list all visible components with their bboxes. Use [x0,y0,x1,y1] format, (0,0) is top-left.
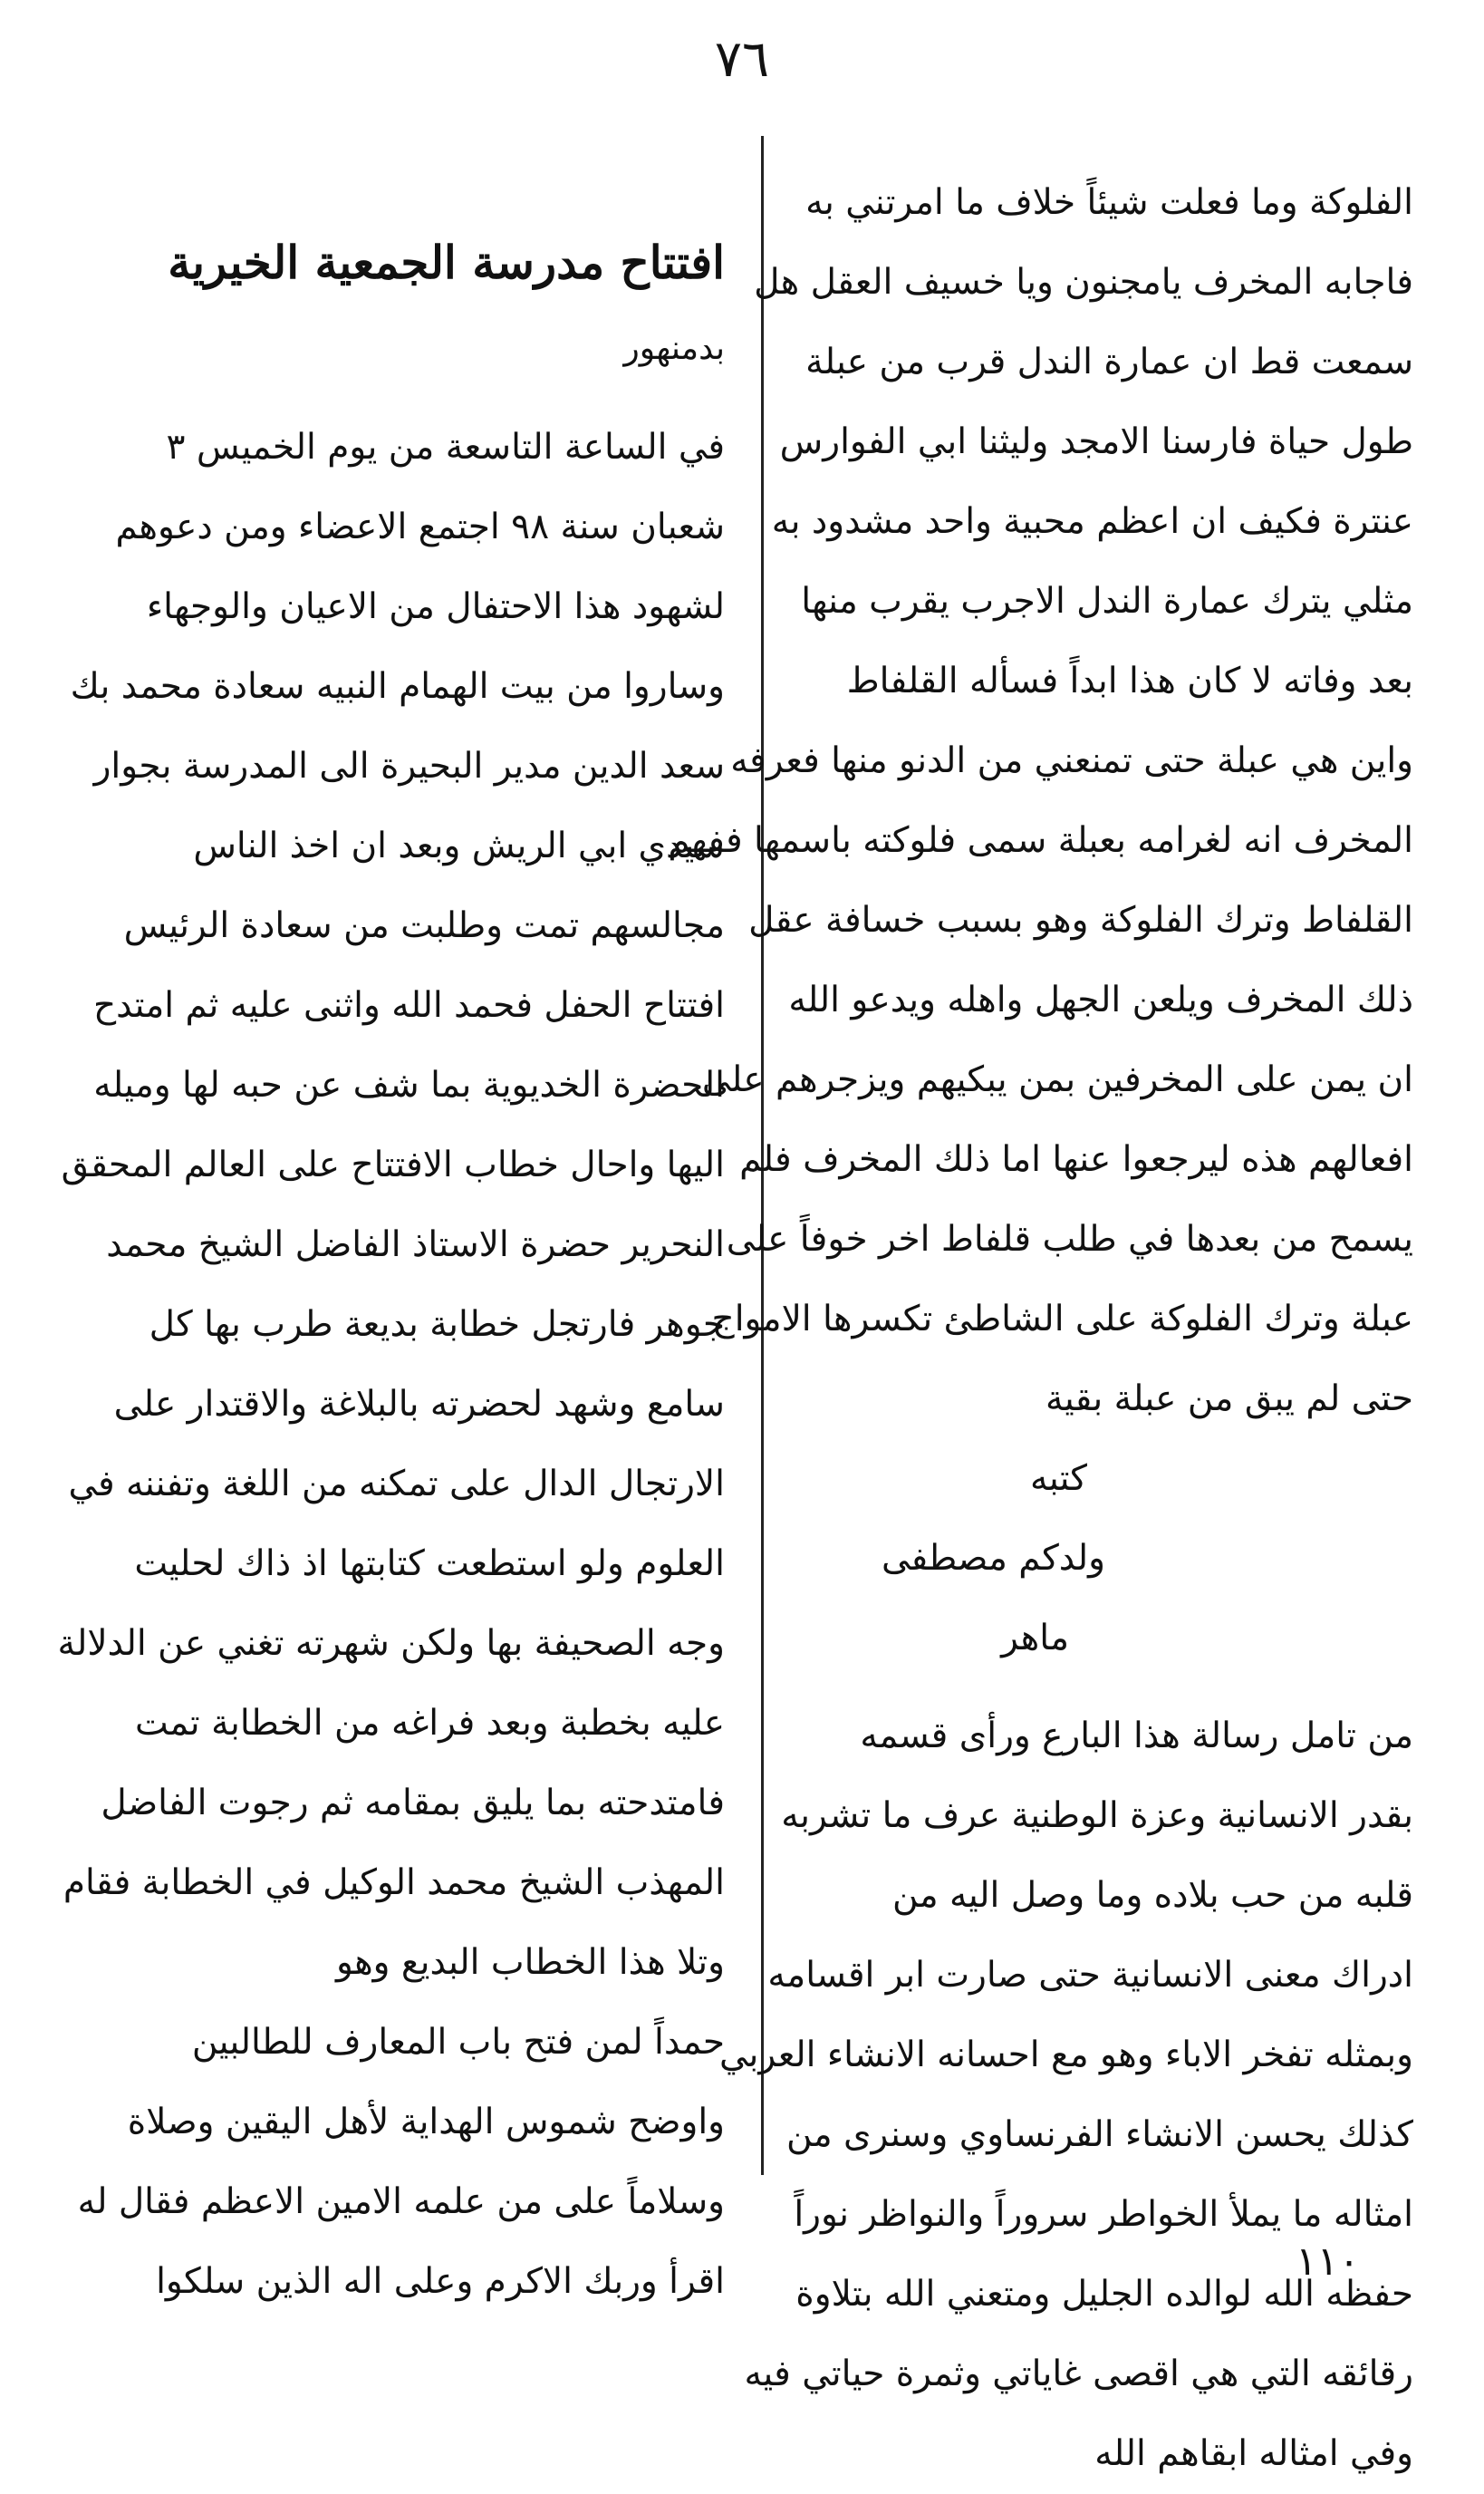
section-break [779,1678,1413,1696]
text-line: سعد الدين مدير البحيرة الى المدرسة بجوار [93,746,725,787]
right-column-text-2 [719,1696,1413,2494]
left-column-text [57,408,725,2322]
text-line: قلبه من حب بلاده وما وصل اليه من [892,1875,1413,1916]
page-number: ٧٦ [714,30,770,89]
text-line: سمعت قط ان عمارة الندل قرب من عبلة [805,342,1413,382]
text-line: اليها واحال خطاب الافتتاح على العالم المحقق [61,1145,725,1185]
text-line: مثلي يترك عمارة الندل الاجرب يقرب منها [801,581,1413,622]
text-line: واين هي عبلة حتى تمنعني من الدنو منها فعرفه [730,740,1413,781]
article-heading: افتتاح مدرسة الجمعية الخيرية [168,236,725,289]
signature-line: ماهر [1001,1618,1069,1658]
text-line: امثاله ما يملأ الخواطر سروراً والنواظر نوراً [794,2194,1413,2235]
text-line: رقائقه التي هي اقصى غاياتي وثمرة حياتي فيه [744,2354,1413,2394]
signature-line: كتبه [1029,1458,1087,1499]
text-line: عليه بخطبة وبعد فراغه من الخطابة تمت [134,1703,725,1744]
text-line: وساروا من بيت الهمام النبيه سعادة محمد بك [70,666,725,707]
text-line: عبلة وترك الفلوكة على الشاطئ تكسرها الامواج [711,1299,1413,1339]
text-line: فامتدحته بما يليق بمقامه ثم رجوت الفاضل [101,1783,725,1823]
text-line: لشهود هذا الاحتفال من الاعيان والوجهاء [146,586,725,627]
text-line: افتتاح الحفل فحمد الله واثنى عليه ثم امتدح [93,985,725,1026]
text-line: سيدي ابي الريش وبعد ان اخذ الناس [193,826,725,866]
text-line: وتلا هذا الخطاب البديع وهو [335,1942,725,1983]
left-column [57,163,725,2322]
text-line: حتى لم يبق من عبلة بقية [1045,1378,1413,1419]
text-line: مجالسهم تمت وطلبت من سعادة الرئيس [123,905,725,946]
text-line: وسلاماً على من علمه الامين الاعظم فقال له [77,2181,725,2222]
text-line: وفي امثاله ابقاهم الله [1094,2433,1413,2474]
text-line: ادراك معنى الانسانية حتى صارت ابر اقسامه [767,1955,1413,1996]
text-line: وجه الصحيفة بها ولكن شهرته تغني عن الدلالة [57,1623,725,1664]
text-line: ذلك المخرف ويلعن الجهل واهله ويدعو الله [788,980,1413,1020]
text-line: جوهر فارتجل خطابة بديعة طرب بها كل [149,1304,725,1345]
text-line: شعبان سنة ٩٨ اجتمع الاعضاء ومن دعوهم [115,507,725,547]
footer-page-number: ١١٠ [1296,2238,1360,2285]
text-line: ان يمن على المخرفين بمن يبكيهم ويزجرهم على [701,1059,1413,1100]
signature-block [779,1439,1413,1678]
text-line: بقدر الانسانية وعزة الوطنية عرف ما تشربه [781,1795,1413,1836]
text-line: الحضرة الخديوية بما شف عن حبه لها وميله [93,1065,725,1106]
text-line: اقرأ وربك الاكرم وعلى اله الذين سلكوا [156,2261,725,2302]
text-line: الفلوكة وما فعلت شيئاً خلاف ما امرتني به [805,182,1413,223]
text-line: حمداً لمن فتح باب المعارف للطالبين [191,2022,725,2063]
text-line: حفظه الله لوالده الجليل ومتعني الله بتلاوة [795,2274,1413,2315]
text-line: طول حياة فارسنا الامجد وليثنا ابي الفوارس [779,421,1413,462]
text-line: النحرير حضرة الاستاذ الفاضل الشيخ محمد [106,1224,725,1265]
text-line: وبمثله تفخر الاباء وهو مع احسانه الانشاء العربي [719,2035,1413,2075]
text-line: فاجابه المخرف يامجنون ويا خسيف العقل هل [754,262,1413,303]
text-line: المهذب الشيخ محمد الوكيل في الخطابة فقام [63,1862,725,1903]
text-line: عنترة فكيف ان اعظم محبية واحد مشدود به [771,501,1413,542]
text-line: افعالهم هذه ليرجعوا عنها اما ذلك المخرف فلم [739,1139,1413,1180]
text-line: بعد وفاته لا كان هذا ابداً فسأله القلفاط [846,661,1413,701]
text-line: واوضح شموس الهداية لأهل اليقين وصلاة [127,2102,725,2142]
text-line: من تامل رسالة هذا البارع ورأى قسمه [860,1716,1413,1756]
signature-line: ولدكم مصطفى [881,1538,1105,1579]
text-line: سامع وشهد لحضرته بالبلاغة والاقتدار على [113,1384,725,1425]
article-byline: بدمنهور [623,330,725,367]
text-line: يسمح من بعدها في طلب قلفاط اخر خوفاً على [726,1219,1413,1260]
text-line: كذلك يحسن الانشاء الفرنساوي وسنرى من [786,2114,1413,2155]
text-line: العلوم ولو استطعت كتابتها اذ ذاك لحليت [134,1543,725,1584]
text-line: في الساعة التاسعة من يوم الخميس ٣ [166,427,725,468]
text-line: الارتجال الدال على تمكنه من اللغة وتفننه في [68,1464,725,1504]
text-line: القلفاط وترك الفلوكة وهو بسبب خسافة عقل [748,900,1413,941]
text-line: المخرف انه لغرامه بعبلة سمى فلوكته باسمها ففهم [668,820,1413,861]
